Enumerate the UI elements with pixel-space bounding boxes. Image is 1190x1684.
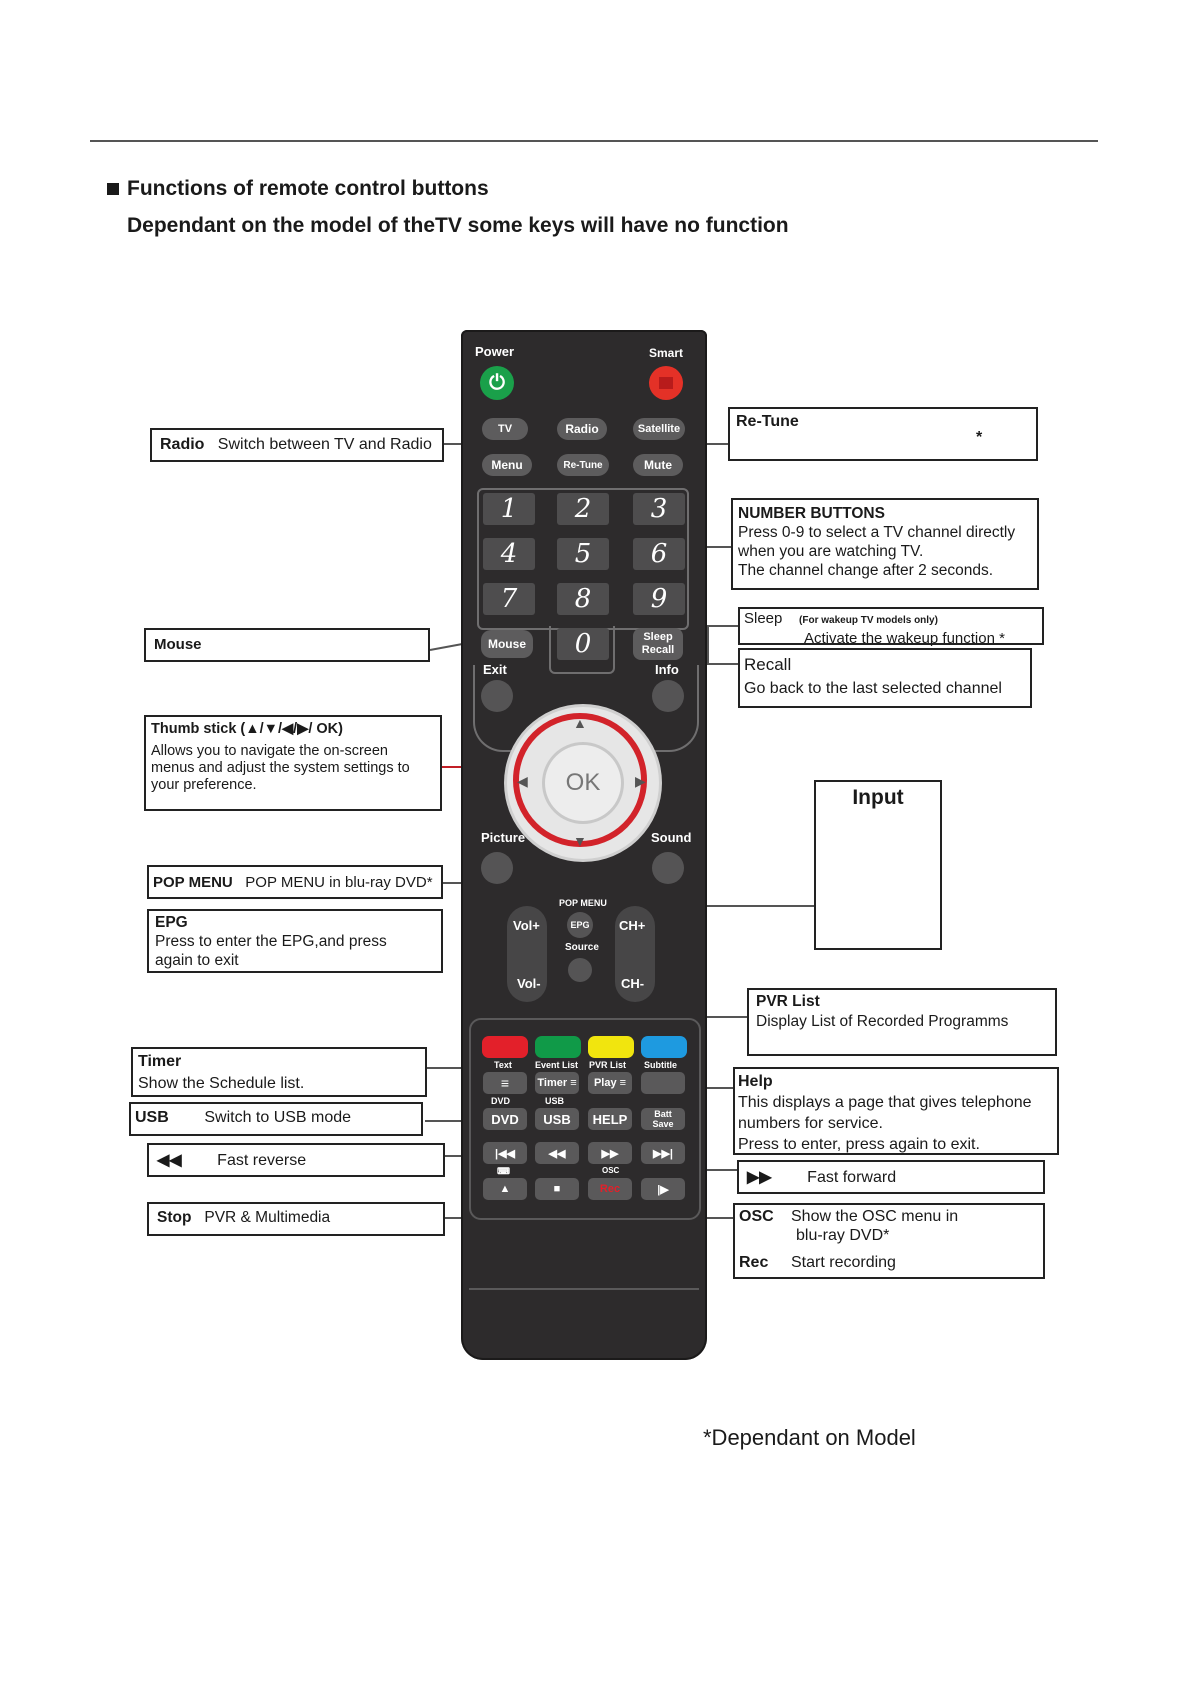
thumb-stick-ring[interactable] <box>507 707 659 859</box>
ch-down-label: CH- <box>621 976 645 991</box>
tv-button[interactable]: TV <box>482 418 528 440</box>
sleep-recall-button[interactable] <box>633 628 683 660</box>
vol-up-label: Vol+ <box>513 918 540 933</box>
yellow-button[interactable] <box>588 1036 634 1058</box>
digit-9-button[interactable]: 9 <box>633 583 685 615</box>
bullet-square-icon <box>107 183 119 195</box>
keyboard-icon: ⌨ <box>497 1166 510 1176</box>
eject-button[interactable]: ▲ <box>483 1178 527 1200</box>
subtitle-label: Subtitle <box>644 1060 677 1070</box>
callout-retune: Re-Tune * <box>728 407 1038 461</box>
dvd-small-label: DVD <box>491 1096 511 1106</box>
digit-4-button[interactable]: 4 <box>483 538 535 570</box>
smart-label: Smart <box>649 346 684 360</box>
recall-label: Recall <box>641 644 675 656</box>
mouse-button[interactable]: Mouse <box>481 630 533 658</box>
stop-button[interactable]: ■ <box>535 1178 579 1200</box>
callout-fast-reverse: ◀◀ Fast reverse <box>147 1143 445 1177</box>
digit-6-button[interactable]: 6 <box>633 538 685 570</box>
callout-osc-rec: OSC Show the OSC menu in blu-ray DVD* Rec Start recording <box>733 1203 1045 1279</box>
down-arrow-icon[interactable]: ▼ <box>573 833 587 849</box>
timer-lines-icon: ≡ <box>570 1077 577 1089</box>
digit-1-button[interactable]: 1 <box>483 493 535 525</box>
callout-epg: EPG Press to enter the EPG,and press again to exit <box>147 909 443 973</box>
play-button[interactable] <box>588 1072 632 1094</box>
red-button[interactable] <box>482 1036 528 1058</box>
osc-small-label: OSC <box>602 1166 620 1175</box>
remote-bottom-divider <box>469 1288 699 1290</box>
digit-5-button[interactable]: 5 <box>557 538 609 570</box>
pop-menu-label: POP MENU <box>559 898 607 908</box>
callout-help: Help This displays a page that gives telephone numbers for service. Press to enter, press again to exit. <box>733 1067 1059 1155</box>
save-label: Save <box>652 1119 674 1129</box>
ch-up-label: CH+ <box>619 918 646 933</box>
source-button[interactable] <box>568 958 592 982</box>
smart-button[interactable] <box>649 366 683 400</box>
epg-button[interactable]: EPG <box>567 912 593 938</box>
help-button[interactable]: HELP <box>588 1108 632 1130</box>
blue-button[interactable] <box>641 1036 687 1058</box>
power-icon: ⏻ <box>489 371 505 394</box>
page-subtitle: Dependant on the model of theTV some keys will have no function <box>127 214 789 237</box>
digit-2-button[interactable]: 2 <box>557 493 609 525</box>
sound-button[interactable] <box>652 852 684 884</box>
prev-button[interactable]: |◀◀ <box>483 1142 527 1164</box>
dvd-button[interactable]: DVD <box>483 1108 527 1130</box>
picture-label: Picture <box>481 830 526 845</box>
ffwd-button[interactable]: ▶▶ <box>588 1142 632 1164</box>
sleep-label: Sleep <box>643 631 673 643</box>
usb-small-label: USB <box>545 1096 565 1106</box>
fast-reverse-icon: ◀◀ <box>157 1152 182 1169</box>
event-list-label: Event List <box>535 1060 579 1070</box>
footnote: *Dependant on Model <box>703 1425 916 1450</box>
satellite-button[interactable]: Satellite <box>633 418 685 440</box>
callout-number-buttons: NUMBER BUTTONS Press 0-9 to select a TV channel directly when you are watching TV. The channel change after 2 seconds. <box>731 498 1039 590</box>
play-lines-icon: ≡ <box>619 1077 627 1089</box>
pvr-list-label: PVR List <box>589 1060 627 1070</box>
subtitle-button[interactable] <box>641 1072 685 1094</box>
rewind-button[interactable]: ◀◀ <box>535 1142 579 1164</box>
right-arrow-icon[interactable]: ▶ <box>635 773 646 789</box>
mute-button[interactable]: Mute <box>633 454 683 476</box>
exit-label: Exit <box>483 662 507 677</box>
callout-sleep: Sleep (For wakeup TV models only) Activate the wakeup function * <box>738 607 1044 645</box>
text-label: Text <box>494 1060 512 1070</box>
digit-0-button[interactable]: 0 <box>557 628 609 660</box>
ok-button[interactable]: OK <box>545 745 621 821</box>
text-lines-icon: ≡ <box>500 1075 510 1091</box>
callout-input: Input <box>814 780 942 950</box>
home-icon <box>659 377 673 389</box>
left-arrow-icon[interactable]: ◀ <box>517 773 528 789</box>
up-arrow-icon[interactable]: ▲ <box>573 715 587 731</box>
remote-control <box>461 330 707 1360</box>
batt-save-button[interactable] <box>641 1108 685 1130</box>
info-label: Info <box>655 662 679 677</box>
timer-label: Timer <box>537 1077 568 1089</box>
callout-pvr-list: PVR List Display List of Recorded Programms <box>747 988 1057 1056</box>
top-rule <box>90 140 1098 142</box>
callout-stop: Stop PVR & Multimedia <box>147 1202 445 1236</box>
green-button[interactable] <box>535 1036 581 1058</box>
timer-button[interactable] <box>535 1072 579 1094</box>
callout-mouse: Mouse <box>144 628 430 662</box>
rec-button[interactable]: Rec <box>588 1178 632 1200</box>
callout-fast-forward: ▶▶ Fast forward <box>737 1160 1045 1194</box>
retune-button[interactable]: Re-Tune <box>557 454 609 476</box>
power-button[interactable] <box>480 366 514 400</box>
fast-forward-icon: ▶▶ <box>747 1169 772 1186</box>
callout-thumb-stick: Thumb stick (▲/▼/◀/▶/ OK) Allows you to navigate the on-screen menus and adjust the system settings to your preference. <box>144 715 442 811</box>
sound-label: Sound <box>651 830 692 845</box>
source-label: Source <box>565 942 599 953</box>
callout-pop-menu: POP MENU POP MENU in blu-ray DVD* <box>147 865 443 899</box>
step-button[interactable]: |▶ <box>641 1178 685 1200</box>
digit-7-button[interactable]: 7 <box>483 583 535 615</box>
usb-button[interactable]: USB <box>535 1108 579 1130</box>
play-label: Play <box>593 1077 617 1089</box>
text-button[interactable] <box>483 1072 527 1094</box>
next-button[interactable]: ▶▶| <box>641 1142 685 1164</box>
power-label: Power <box>475 344 515 359</box>
menu-button[interactable]: Menu <box>482 454 532 476</box>
digit-3-button[interactable]: 3 <box>633 493 685 525</box>
callout-usb: USB Switch to USB mode <box>129 1102 423 1136</box>
vol-down-label: Vol- <box>517 976 541 991</box>
page-title: Functions of remote control buttons <box>107 177 489 201</box>
callout-radio: Radio Switch between TV and Radio <box>150 428 444 462</box>
callout-recall: Recall Go back to the last selected channel <box>738 648 1032 708</box>
picture-button[interactable] <box>481 852 513 884</box>
digit-8-button[interactable]: 8 <box>557 583 609 615</box>
callout-timer: Timer Show the Schedule list. <box>131 1047 427 1097</box>
radio-button[interactable]: Radio <box>557 418 607 440</box>
batt-label: Batt <box>654 1109 672 1119</box>
